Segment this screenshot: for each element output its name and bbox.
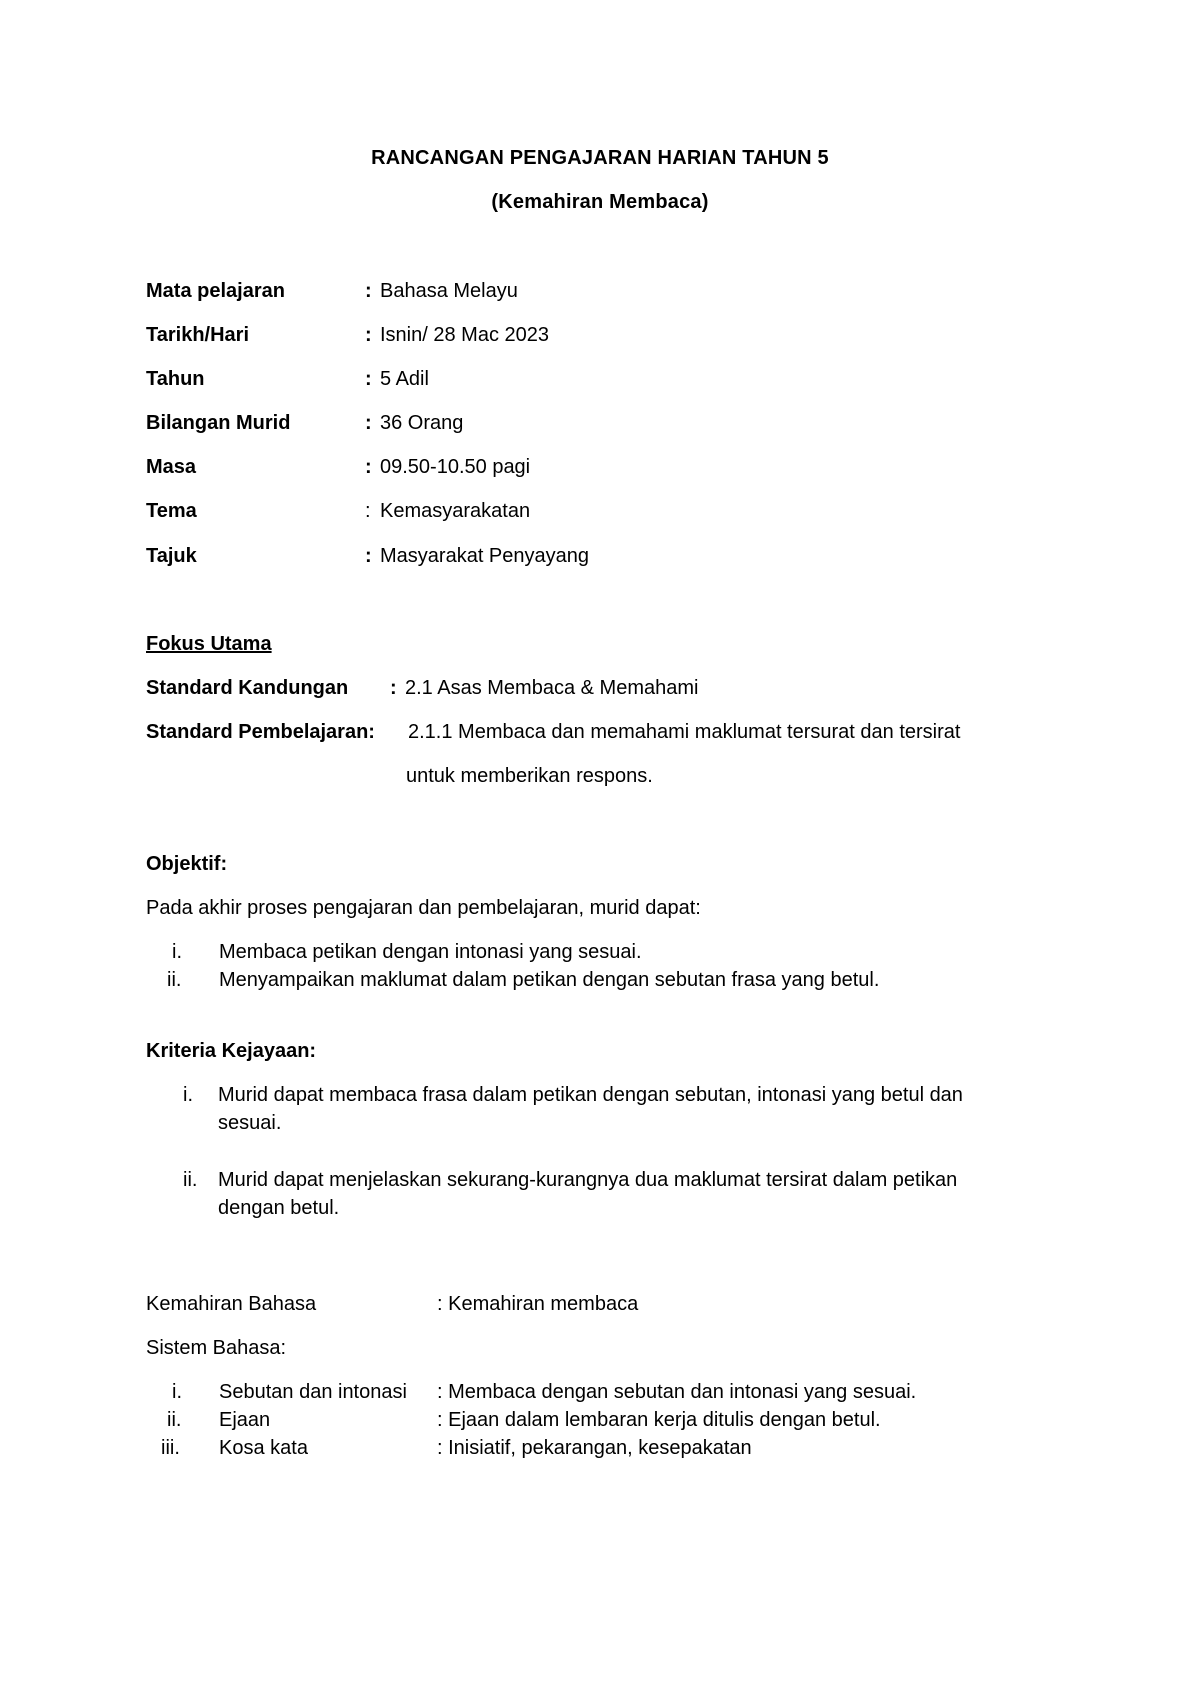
detail-value-theme: Kemasyarakatan [380, 500, 531, 522]
detail-label-subject: Mata pelajaran [146, 280, 285, 302]
standard-pembelajaran-label: Standard Pembelajaran: [146, 721, 375, 743]
detail-label-time: Masa [146, 456, 197, 478]
detail-label-topic: Tajuk [146, 545, 197, 567]
criteria-item-text-line1: Murid dapat membaca frasa dalam petikan dengan sebutan, intonasi yang betul dan [218, 1084, 963, 1106]
criteria-item-text-line2: dengan betul. [218, 1197, 340, 1219]
detail-value-year: 5 Adil [380, 368, 429, 390]
document-title: RANCANGAN PENGAJARAN HARIAN TAHUN 5 [371, 147, 829, 169]
standard-kandungan-label: Standard Kandungan [146, 677, 349, 699]
detail-label-date: Tarikh/Hari [146, 324, 249, 346]
objective-heading: Objektif: [146, 853, 228, 875]
detail-value-time: 09.50-10.50 pagi [380, 456, 531, 478]
detail-label-theme: Tema [146, 500, 197, 522]
language-item-label: Kosa kata [219, 1437, 308, 1459]
language-item-number: i. [172, 1381, 182, 1403]
detail-value-date: Isnin/ 28 Mac 2023 [380, 324, 549, 346]
objective-item-number: ii. [167, 969, 182, 991]
detail-colon: : [365, 324, 372, 346]
standard-pembelajaran-value-line1: 2.1.1 Membaca dan memahami maklumat tersurat dan tersirat [408, 721, 961, 743]
objective-item-number: i. [172, 941, 182, 963]
language-item-label: Ejaan [219, 1409, 271, 1431]
objective-item-text: Menyampaikan maklumat dalam petikan dengan sebutan frasa yang betul. [219, 969, 880, 991]
detail-colon: : [365, 500, 371, 522]
detail-value-students: 36 Orang [380, 412, 464, 434]
detail-colon: : [365, 280, 372, 302]
focus-heading: Fokus Utama [146, 633, 272, 655]
success-criteria-heading: Kriteria Kejayaan: [146, 1040, 317, 1062]
detail-value-subject: Bahasa Melayu [380, 280, 518, 302]
language-item-number: iii. [161, 1437, 180, 1459]
document-subtitle: (Kemahiran Membaca) [491, 191, 709, 213]
language-skill-label: Kemahiran Bahasa [146, 1293, 317, 1315]
language-item-value: : Inisiatif, pekarangan, kesepakatan [437, 1437, 752, 1459]
standard-kandungan-colon: : [390, 677, 397, 699]
language-item-value: : Ejaan dalam lembaran kerja ditulis dengan betul. [437, 1409, 881, 1431]
language-skill-value: : Kemahiran membaca [437, 1293, 639, 1315]
standard-kandungan-value: 2.1 Asas Membaca & Memahami [405, 677, 699, 699]
detail-value-topic: Masyarakat Penyayang [380, 545, 590, 567]
language-item-label: Sebutan dan intonasi [219, 1381, 407, 1403]
detail-colon: : [365, 412, 372, 434]
criteria-item-number: ii. [183, 1169, 198, 1191]
criteria-item-number: i. [183, 1084, 193, 1106]
standard-pembelajaran-value-line2: untuk memberikan respons. [406, 765, 653, 787]
language-item-value: : Membaca dengan sebutan dan intonasi yang sesuai. [437, 1381, 917, 1403]
detail-colon: : [365, 545, 372, 567]
criteria-item-text-line2: sesuai. [218, 1112, 282, 1134]
objective-intro: Pada akhir proses pengajaran dan pembelajaran, murid dapat: [146, 897, 701, 919]
detail-colon: : [365, 456, 372, 478]
language-item-number: ii. [167, 1409, 182, 1431]
language-system-label: Sistem Bahasa: [146, 1337, 287, 1359]
objective-item-text: Membaca petikan dengan intonasi yang sesuai. [219, 941, 642, 963]
detail-label-year: Tahun [146, 368, 205, 390]
detail-colon: : [365, 368, 372, 390]
detail-label-students: Bilangan Murid [146, 412, 291, 434]
criteria-item-text-line1: Murid dapat menjelaskan sekurang-kurangnya dua maklumat tersirat dalam petikan [218, 1169, 958, 1191]
